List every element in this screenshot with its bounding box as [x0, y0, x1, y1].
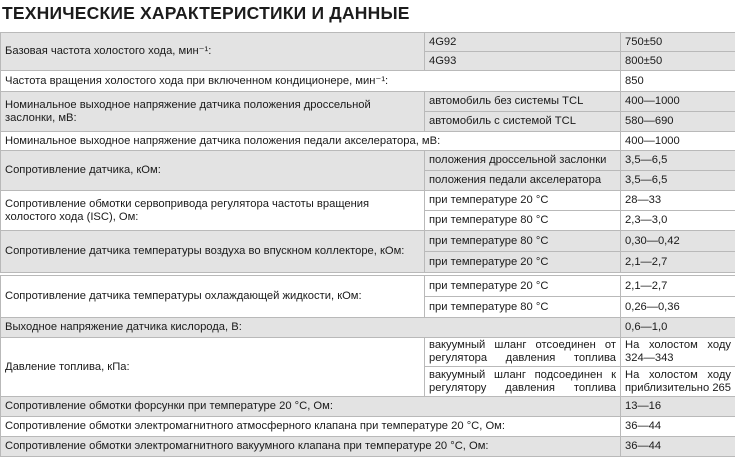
condition-cell: положения педали акселератора — [425, 171, 621, 191]
value-cell: 36—44 — [621, 417, 735, 437]
param-cell: Базовая частота холостого хода, мин⁻¹: — [1, 33, 425, 71]
param-cell: Сопротивление датчика температуры воздуха во впускном коллекторе, кОм: — [1, 231, 425, 273]
condition-cell: при температуре 80 °С — [425, 231, 621, 252]
condition-cell — [425, 367, 621, 397]
param-cell: Частота вращения холостого хода при включенном кондиционере, мин⁻¹: — [1, 71, 621, 92]
param-cell: Сопротивление обмотки электромагнитного вакуумного клапана при температуре 20 °С, Ом: — [1, 437, 621, 457]
value-cell: 0,6—1,0 — [621, 318, 735, 338]
param-cell: Номинальное выходное напряжение датчика положения педали акселератора, мВ: — [1, 132, 621, 151]
condition-cell: автомобиль без системы TCL — [425, 92, 621, 112]
value-cell: 750±50 — [621, 33, 735, 52]
table-row — [1, 397, 735, 417]
value-cell — [621, 367, 735, 397]
table-row — [1, 417, 735, 437]
value-cell: 800±50 — [621, 52, 735, 71]
table-row — [1, 151, 735, 171]
value-cell: 2,1—2,7 — [621, 252, 735, 273]
condition-cell: при температуре 80 °С — [425, 297, 621, 318]
param-cell: Выходное напряжение датчика кислорода, В: — [1, 318, 621, 338]
value-cell: 2,1—2,7 — [621, 276, 735, 297]
table-row — [1, 338, 735, 367]
value-cell: 28—33 — [621, 191, 735, 211]
condition-cell: автомобиль с системой TCL — [425, 112, 621, 132]
param-cell: Номинальное выходное напряжение датчика положения дроссельной заслонки, мВ: — [1, 92, 425, 132]
value-cell: 850 — [621, 71, 735, 92]
condition-cell: при температуре 20 °С — [425, 276, 621, 297]
condition-cell: 4G92 — [425, 33, 621, 52]
table-row — [1, 276, 735, 297]
value-cell: 0,26—0,36 — [621, 297, 735, 318]
param-cell: Сопротивление обмотки сервопривода регулятора частоты вращения холостого хода (ISC), Ом: — [1, 191, 425, 231]
condition-cell: 4G93 — [425, 52, 621, 71]
table-row — [1, 318, 735, 338]
value-cell: 13—16 — [621, 397, 735, 417]
value-text: На холостом ходу приблизительно 265 — [625, 368, 731, 394]
condition-text: вакуумный шланг отсоединен от регулятора давления топлива — [429, 339, 616, 364]
table-row — [1, 191, 735, 211]
param-cell: Сопротивление датчика температуры охлаждающей жидкости, кОм: — [1, 276, 425, 318]
table-row — [1, 92, 735, 112]
table-row — [1, 437, 735, 457]
table-row — [1, 71, 735, 92]
condition-text: вакуумный шланг подсоединен к регулятору давления топлива — [429, 368, 616, 394]
spec-table — [0, 32, 735, 457]
condition-cell: при температуре 20 °С — [425, 191, 621, 211]
condition-cell: при температуре 80 °С — [425, 211, 621, 231]
value-cell: 3,5—6,5 — [621, 151, 735, 171]
condition-cell: при температуре 20 °С — [425, 252, 621, 273]
value-cell: 36—44 — [621, 437, 735, 457]
table-row — [1, 132, 735, 151]
condition-cell: положения дроссельной заслонки — [425, 151, 621, 171]
param-cell: Сопротивление обмотки электромагнитного атмосферного клапана при температуре 20 °С, Ом: — [1, 417, 621, 437]
table-row — [1, 231, 735, 252]
value-cell: 400—1000 — [621, 92, 735, 112]
page-title: ТЕХНИЧЕСКИЕ ХАРАКТЕРИСТИКИ И ДАННЫЕ — [2, 3, 410, 23]
value-cell: 400—1000 — [621, 132, 735, 151]
table-row — [1, 33, 735, 52]
param-cell: Сопротивление датчика, кОм: — [1, 151, 425, 191]
value-cell: 580—690 — [621, 112, 735, 132]
param-cell: Сопротивление обмотки форсунки при температуре 20 °С, Ом: — [1, 397, 621, 417]
value-cell: 3,5—6,5 — [621, 171, 735, 191]
condition-cell — [425, 338, 621, 367]
value-cell: 2,3—3,0 — [621, 211, 735, 231]
param-cell: Давление топлива, кПа: — [1, 338, 425, 397]
value-cell — [621, 338, 735, 367]
value-text: На холостом ходу 324—343 — [625, 339, 731, 364]
value-cell: 0,30—0,42 — [621, 231, 735, 252]
